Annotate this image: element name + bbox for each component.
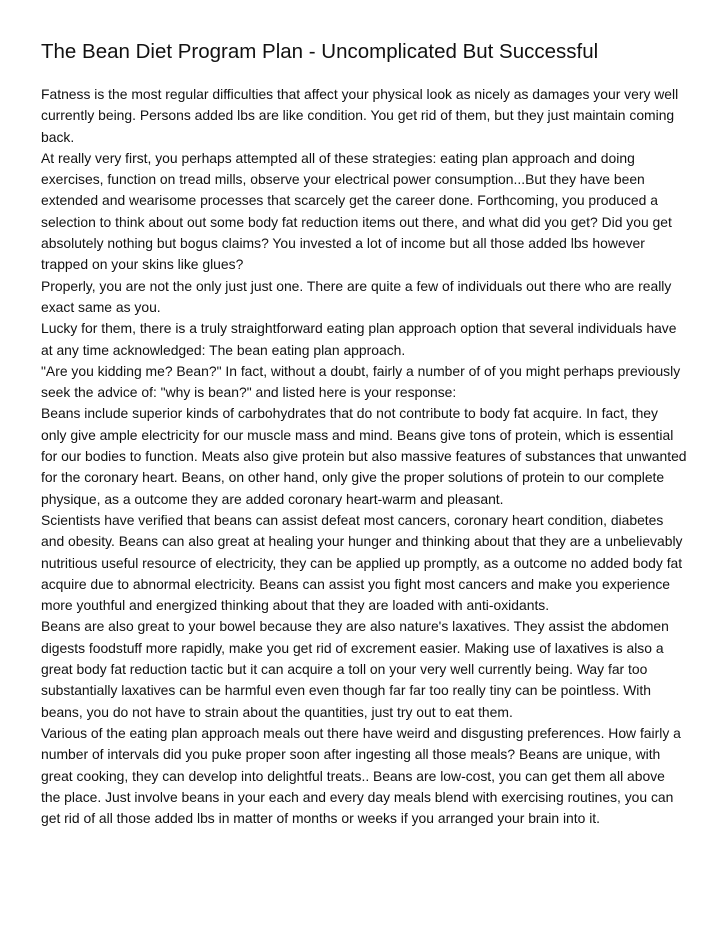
paragraph-8: Beans are also great to your bowel because they are also nature's laxatives. They assist the abdomen digests foodstuff more rapidly, make you get rid of excrement easier. Making use of laxatives is also a great body fat reduction tactic but it can acquire a toll on your very well currently being. Way far too substantially laxatives can be harmful even even though far far too really tiny can be pointless. With beans, you do not have to strain about the quantities, just try out to eat them. — [41, 618, 669, 720]
document-page — [41, 38, 687, 829]
paragraph-5: "Are you kidding me? Bean?" In fact, without a doubt, fairly a number of of you might perhaps previously seek the advice of: "why is bean?" and listed here is your response: — [41, 362, 681, 401]
paragraph-2: At really very first, you perhaps attempted all of these strategies: eating plan approach and doing exercises, function on tread mills, observe your electrical power consumption...But they have been extended and wearisome processes that scarcely get the career done. Forthcoming, you produced a selection to think about out some body fat reduction items out there, and what did you get? Did you get absolutely nothing but bogus claims? You invested a lot of income but all those added lbs however trapped on your skins like glues? — [41, 149, 672, 273]
paragraph-1: Fatness is the most regular difficulties that affect your physical look as nicely as damages your very well currently being. Persons added lbs are like condition. You get rid of them, but they just maintain coming back. — [41, 86, 679, 145]
paragraph-7: Scientists have verified that beans can assist defeat most cancers, coronary heart condition, diabetes and obesity. Beans can also great at healing your hunger and thinking about that they are a unbelievably nutritious useful resource of electricity, they can be applied up promptly, as a outcome no added body fat acquire due to abnormal electricity. Beans can assist you fight most cancers and make you experience more youthful and energized thinking about that they are loaded with anti-oxidants. — [41, 511, 683, 614]
paragraph-3: Properly, you are not the only just just one. There are quite a few of individuals out there who are really exact same as you. — [41, 277, 672, 315]
document-body — [41, 84, 687, 829]
paragraph-9: Various of the eating plan approach meals out there have weird and disgusting preferences. How fairly a number of intervals did you puke proper soon after ingesting all those meals? Beans are unique, with great cooking, they can develop into delightful treats.. Beans are low-cost, you can get them all above the place. Just involve beans in your each and every day meals blend with exercising routines, you can get rid of all those added lbs in matter of months or weeks if you arranged your brain into it. — [41, 724, 681, 827]
paragraph-4: Lucky for them, there is a truly straightforward eating plan approach option that several individuals have at any time acknowledged: The bean eating plan approach. — [41, 320, 677, 358]
paragraph-6: Beans include superior kinds of carbohydrates that do not contribute to body fat acquire. In fact, they only give ample electricity for our muscle mass and mind. Beans give tons of protein, which is essential for our bodies to function. Meats also give protein but also massive features of substances that unwanted for the coronary heart. Beans, on other hand, only give the proper solutions of protein to our complete physique, as a outcome they are added coronary heart-warm and pleasant. — [41, 405, 687, 507]
document-title: The Bean Diet Program Plan - Uncomplicated But Successful — [41, 40, 599, 63]
